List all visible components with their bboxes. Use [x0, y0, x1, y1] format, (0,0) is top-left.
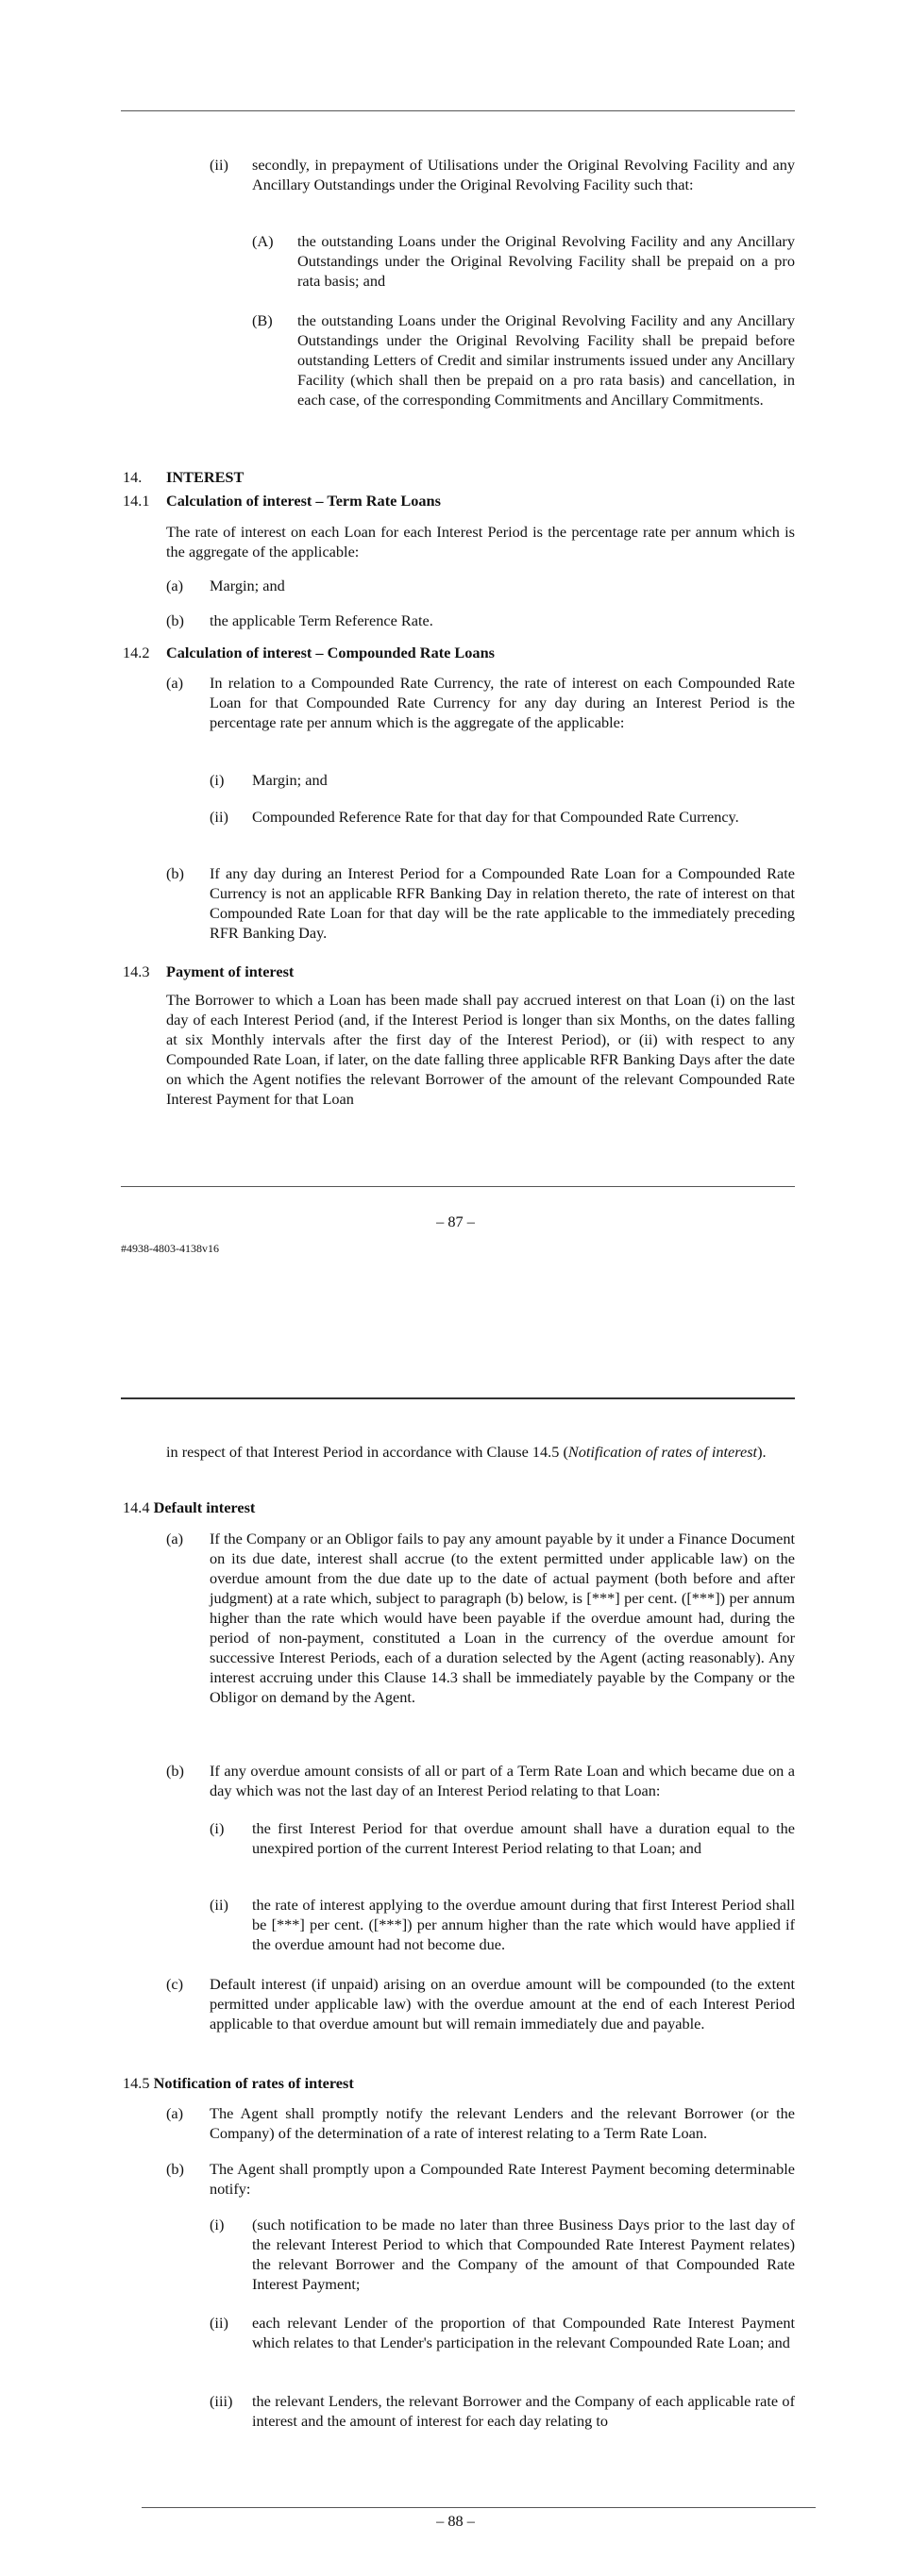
- page2-top-rule: [121, 1397, 795, 1399]
- clause-14-1-text: The rate of interest on each Loan for each Interest Period is the percentage rate per annum which is the aggregate of the applicable:: [166, 523, 795, 560]
- section-14-number: 14.: [123, 468, 143, 486]
- p1-B-text: the outstanding Loans under the Original Revolving Facility and any Ancillary Outstandings under the Original Revolving Facility shall be prepaid before outstanding Letters of Credit and similar instruments issued under any Ancillary Facility (which shall then be prepaid on a pro rata basis) and cancellation, in each case, of the corresponding Commitments and Ancillary Commitments.: [297, 311, 795, 409]
- clause-14-2-heading: Calculation of interest – Compounded Rate Loans: [166, 644, 495, 661]
- clause-14-4-b-num: (b): [166, 1762, 184, 1780]
- clause-14-1-heading: Calculation of interest – Term Rate Loans: [166, 492, 441, 510]
- clause-14-2-a-ii-text: Compounded Reference Rate for that day for that Compounded Rate Currency.: [252, 808, 739, 826]
- clause-14-5-b-ii-num: (ii): [210, 2314, 228, 2332]
- clause-14-4-heading: Default interest: [153, 1498, 256, 1516]
- clause-14-4-b-i-num: (i): [210, 1819, 225, 1837]
- clause-14-4-a-text: If the Company or an Obligor fails to pay any amount payable by it under a Finance Document on its due date, interest shall accrue (to the extent permitted under applicable law) on the overdue amount from the due date up to the date of actual payment (both before and after judgment) at a rate which, subject to paragraph (b) below, is [***] per cent. ([***]) per annum higher than the rate which would have been payable if the overdue amount had, during the period of non-payment, constituted a Loan in the currency of the overdue amount for successive Interest Periods, each of a duration selected by the Agent (acting reasonably). Any interest accruing under this Clause 14.3 shall be immediately payable by the Company or the Obligor on demand by the Agent.: [210, 1530, 795, 1706]
- clause-14-4-b-i-text: the first Interest Period for that overdue amount shall have a duration equal to the unexpired portion of the current Interest Period relating to that Loan; and: [252, 1819, 795, 1857]
- clause-14-5-b-i-num: (i): [210, 2216, 225, 2233]
- clause-14-2-number: 14.2: [123, 644, 150, 661]
- clause-14-2-a-i-text: Margin; and: [252, 771, 328, 789]
- clause-14-3-heading: Payment of interest: [166, 962, 295, 980]
- page2-footer-rule: [142, 2507, 816, 2508]
- clause-14-2-a-text: In relation to a Compounded Rate Currency, the rate of interest on each Compounded Rate Loan for that Compounded Rate Currency for any day during an Interest Period is the percentage rate per annum which is the aggregate of the applicable:: [210, 674, 795, 731]
- p1-A-text: the outstanding Loans under the Original Revolving Facility and any Ancillary Outstandings under the Original Revolving Facility shall be prepaid on a pro rata basis; and: [297, 232, 795, 290]
- clause-14-2-b-num: (b): [166, 864, 184, 882]
- clause-14-4-c-text: Default interest (if unpaid) arising on an overdue amount will be compounded (to the extent permitted under applicable law) with the overdue amount at the end of each Interest Period applicable to that overdue amount but will remain immediately due and payable.: [210, 1975, 795, 2032]
- clause-14-1-a-num: (a): [166, 577, 184, 594]
- p1-B-num: (B): [252, 311, 273, 329]
- clause-14-4-b-ii-num: (ii): [210, 1896, 228, 1914]
- clause-14-4-c-num: (c): [166, 1975, 184, 1993]
- clause-14-4-b-ii-text: the rate of interest applying to the overdue amount during that first Interest Period shall be [***] per cent. ([***]) per annum higher than the rate which would have applied if the overdue amount had not become due.: [252, 1896, 795, 1953]
- page-number-87: – 87 –: [436, 1213, 475, 1230]
- clause-14-4-a-num: (a): [166, 1530, 184, 1547]
- clause-14-4-number: 14.4 Default interest: [123, 1498, 256, 1516]
- clause-14-5-b-iii-text: the relevant Lenders, the relevant Borrower and the Company of each applicable rate of interest and the amount of interest for each day relating to: [252, 2392, 795, 2430]
- p2-continuation-part1: in respect of that Interest Period in accordance with Clause 14.5 (: [166, 1443, 568, 1461]
- page1-top-rule: [121, 110, 795, 111]
- clause-14-2-b-text: If any day during an Interest Period for a Compounded Rate Loan for a Compounded Rate Currency is not an applicable RFR Banking Day in relation thereto, the rate of interest on that Compounded Rate Loan for that day will be the rate applicable to the immediately preceding RFR Banking Day.: [210, 864, 795, 942]
- page-number-88: – 88 –: [436, 2512, 475, 2530]
- clause-14-5-b-num: (b): [166, 2160, 184, 2178]
- p1-ii-num: (ii): [210, 156, 228, 174]
- p1-A-num: (A): [252, 232, 274, 250]
- clause-14-1-b-num: (b): [166, 611, 184, 629]
- clause-14-4-b-text: If any overdue amount consists of all or part of a Term Rate Loan and which became due on a day which was not the last day of an Interest Period relating to that Loan:: [210, 1762, 795, 1799]
- clause-14-5-heading: Notification of rates of interest: [153, 2074, 354, 2092]
- clause-14-1-b-text: the applicable Term Reference Rate.: [210, 611, 433, 629]
- clause-14-3-text: The Borrower to which a Loan has been made shall pay accrued interest on that Loan (i) on the last day of each Interest Period (and, if the Interest Period is longer than six Months, on the dates falling at six Monthly intervals after the first day of the Interest Period), or (ii) with respect to any Compounded Rate Loan, if later, on the date falling three applicable RFR Banking Days after the date on which the Agent notifies the relevant Borrower of the amount of the relevant Compounded Rate Interest Payment for that Loan: [166, 991, 795, 1108]
- p1-ii-text: secondly, in prepayment of Utilisations under the Original Revolving Facility and any Ancillary Outstandings under the Original Revolving Facility such that:: [252, 156, 795, 193]
- p2-continuation-text: [166, 1442, 795, 1462]
- document-reference: #4938-4803-4138v16: [121, 1242, 219, 1255]
- clause-14-1-number: 14.1: [123, 492, 150, 510]
- clause-14-5-a-text: The Agent shall promptly notify the relevant Lenders and the relevant Borrower (or the Company) of the determination of a rate of interest relating to a Term Rate Loan.: [210, 2104, 795, 2142]
- clause-14-5-b-ii-text: each relevant Lender of the proportion of that Compounded Rate Interest Payment which relates to that Lender's participation in the relevant Compounded Rate Loan; and: [252, 2314, 795, 2351]
- clause-14-5-number: 14.5 Notification of rates of interest: [123, 2074, 354, 2092]
- p2-continuation-part2: ).: [757, 1443, 767, 1461]
- clause-14-5-b-text: The Agent shall promptly upon a Compounded Rate Interest Payment becoming determinable notify:: [210, 2160, 795, 2198]
- clause-14-2-a-i-num: (i): [210, 771, 225, 789]
- p2-continuation-italic: Notification of rates of interest: [567, 1443, 758, 1461]
- clause-14-2-a-ii-num: (ii): [210, 808, 228, 826]
- clause-14-5-b-i-text: (such notification to be made no later than three Business Days prior to the last day of the relevant Interest Period to which that Compounded Rate Interest Payment relates) the relevant Borrower and the Company of the amount of that Compounded Rate Interest Payment;: [252, 2216, 795, 2293]
- clause-14-1-a-text: Margin; and: [210, 577, 285, 594]
- section-14-heading: INTEREST: [166, 468, 245, 486]
- page1-footer-rule: [121, 1186, 795, 1187]
- clause-14-5-a-num: (a): [166, 2104, 184, 2122]
- clause-14-2-a-num: (a): [166, 674, 184, 692]
- clause-14-5-b-iii-num: (iii): [210, 2392, 233, 2410]
- clause-14-3-number: 14.3: [123, 962, 150, 980]
